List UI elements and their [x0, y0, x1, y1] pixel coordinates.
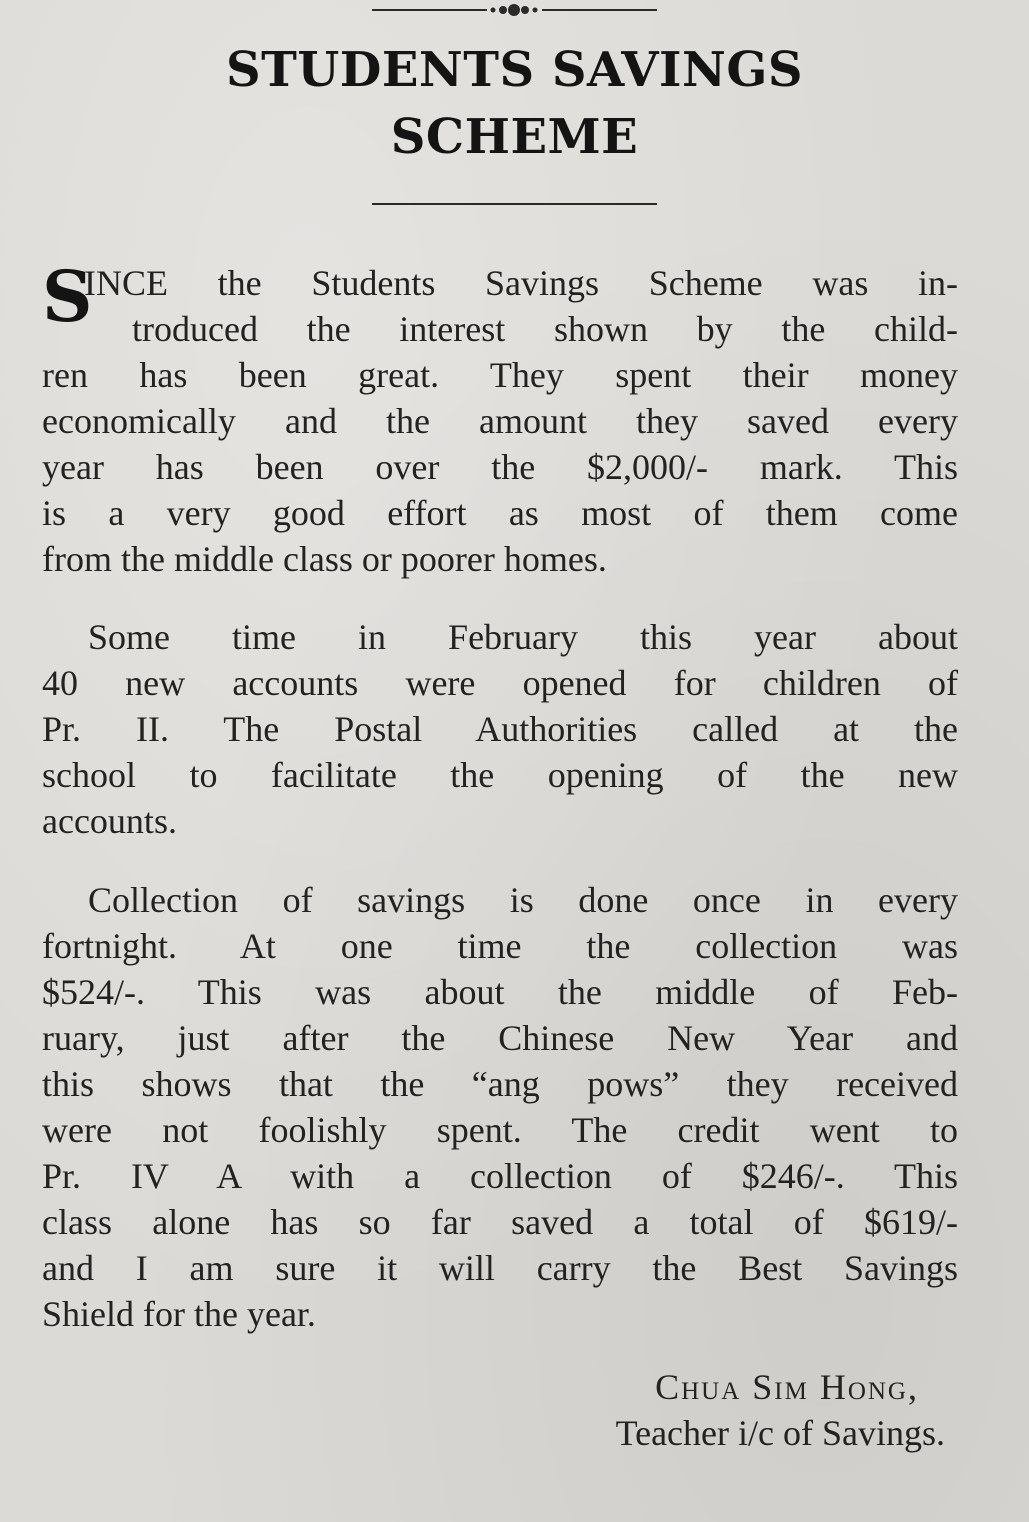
paragraph-3 [42, 877, 958, 1337]
text-line: were not foolishly spent. The credit went to [42, 1110, 958, 1150]
text-line: Pr. II. The Postal Authorities called at the [42, 709, 958, 749]
text-line: economically and the amount they saved every [42, 401, 958, 441]
text-line: from the middle class or poorer homes. [42, 539, 607, 579]
text-line: fortnight. At one time the collection was [42, 926, 958, 966]
text-line: INCE the Students Savings Scheme was in- [84, 263, 958, 303]
text-line: $524/-. This was about the middle of Feb- [42, 972, 958, 1012]
drop-cap: S [42, 255, 93, 338]
text-line: is a very good effort as most of them come [42, 493, 958, 533]
text-line: ruary, just after the Chinese New Year and [42, 1018, 958, 1058]
page-title-line-1: STUDENTS SAVINGS [225, 42, 804, 98]
title-divider [372, 203, 657, 205]
text-line: accounts. [42, 801, 177, 841]
text-line: 40 new accounts were opened for children of [42, 663, 958, 703]
text-line: ren has been great. They spent their money [42, 355, 958, 395]
page-title-line-2: SCHEME [390, 109, 639, 165]
text-line: Shield for the year. [42, 1294, 316, 1334]
paragraph-2 [42, 614, 958, 844]
text-line: Pr. IV A with a collection of $246/-. This [42, 1156, 958, 1196]
text-line: troduced the interest shown by the child- [132, 309, 958, 349]
text-line: school to facilitate the opening of the new [42, 755, 958, 795]
ornament-divider-icon [372, 0, 657, 22]
text-line: class alone has so far saved a total of $619/- [42, 1202, 958, 1242]
text-line: Collection of savings is done once in every [88, 880, 958, 920]
signature-role: Teacher i/c of Savings. [615, 1413, 945, 1453]
paragraph-1 [42, 255, 958, 582]
text-line: Some time in February this year about [88, 617, 958, 657]
text-line: and I am sure it will carry the Best Savings [42, 1248, 958, 1288]
text-line: this shows that the “ang pows” they received [42, 1064, 958, 1104]
signature-name: Chua Sim Hong, [655, 1367, 919, 1407]
text-line: year has been over the $2,000/- mark. This [42, 447, 958, 487]
